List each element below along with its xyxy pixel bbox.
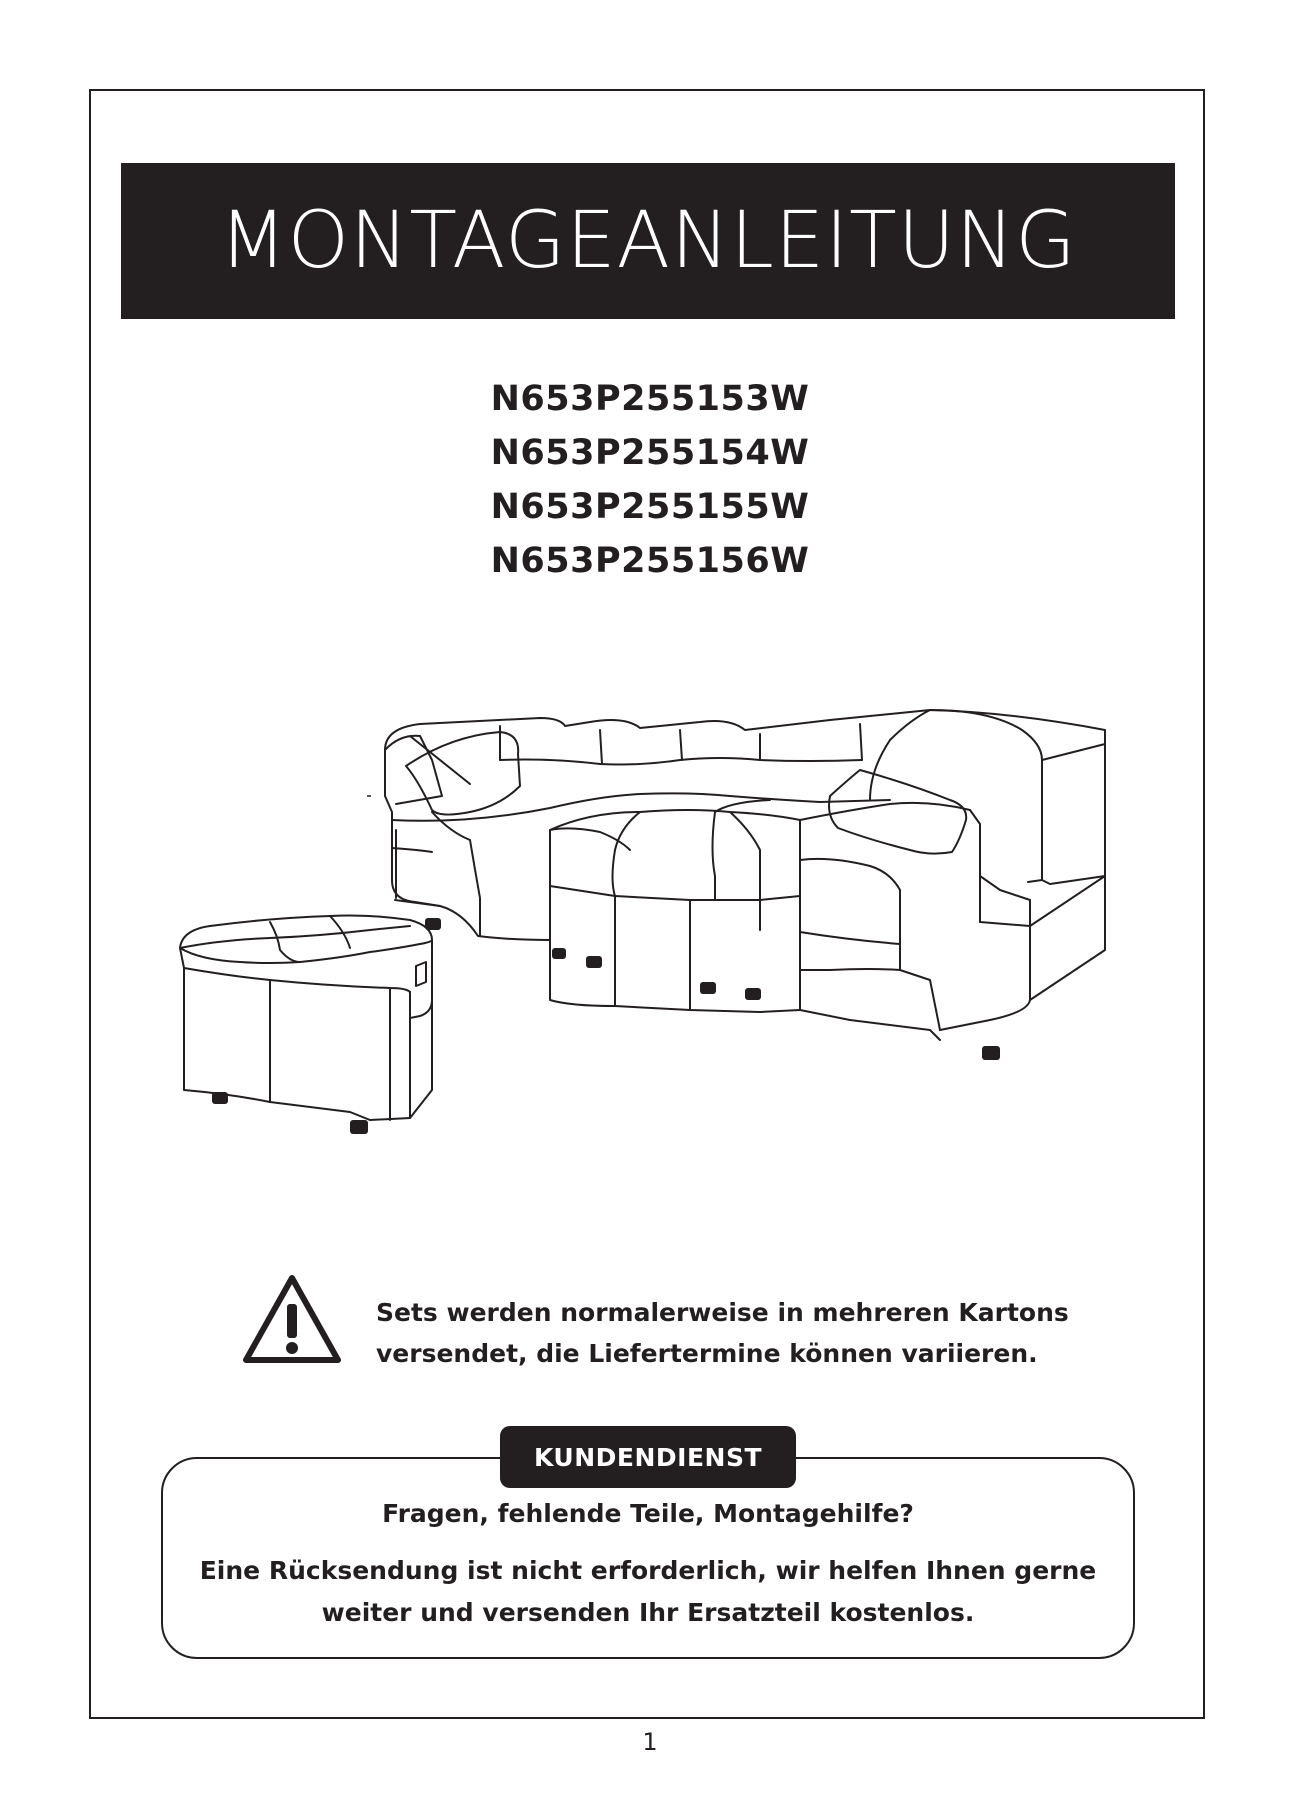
customer-service-label: KUNDENDIENST: [500, 1426, 796, 1488]
shipping-warning: [376, 1292, 1096, 1374]
warning-triangle-icon: [240, 1272, 344, 1368]
model-number: N653P255156W: [490, 541, 810, 581]
service-question: Fragen, fehlende Teile, Montagehilfe?: [382, 1499, 914, 1528]
model-number: N653P255153W: [490, 379, 810, 419]
warning-line: Sets werden normalerweise in mehreren Kartons: [376, 1298, 1069, 1327]
model-number: N653P255155W: [490, 487, 810, 527]
customer-service-text: [161, 1494, 1135, 1634]
sofa-with-ottoman-icon: [170, 700, 1110, 1210]
page-title: MONTAGEANLEITUNG: [219, 196, 1077, 286]
service-answer-line: Eine Rücksendung ist nicht erforderlich, wir helfen Ihnen gerne: [199, 1556, 1097, 1585]
model-number-list: [0, 372, 1300, 588]
model-number: N653P255154W: [490, 433, 810, 473]
page-number: 1: [642, 1728, 658, 1756]
title-bar: [121, 163, 1175, 319]
warning-line: versendet, die Liefertermine können variieren.: [376, 1339, 1038, 1368]
service-answer-line: weiter und versenden Ihr Ersatzteil kostenlos.: [321, 1598, 975, 1627]
